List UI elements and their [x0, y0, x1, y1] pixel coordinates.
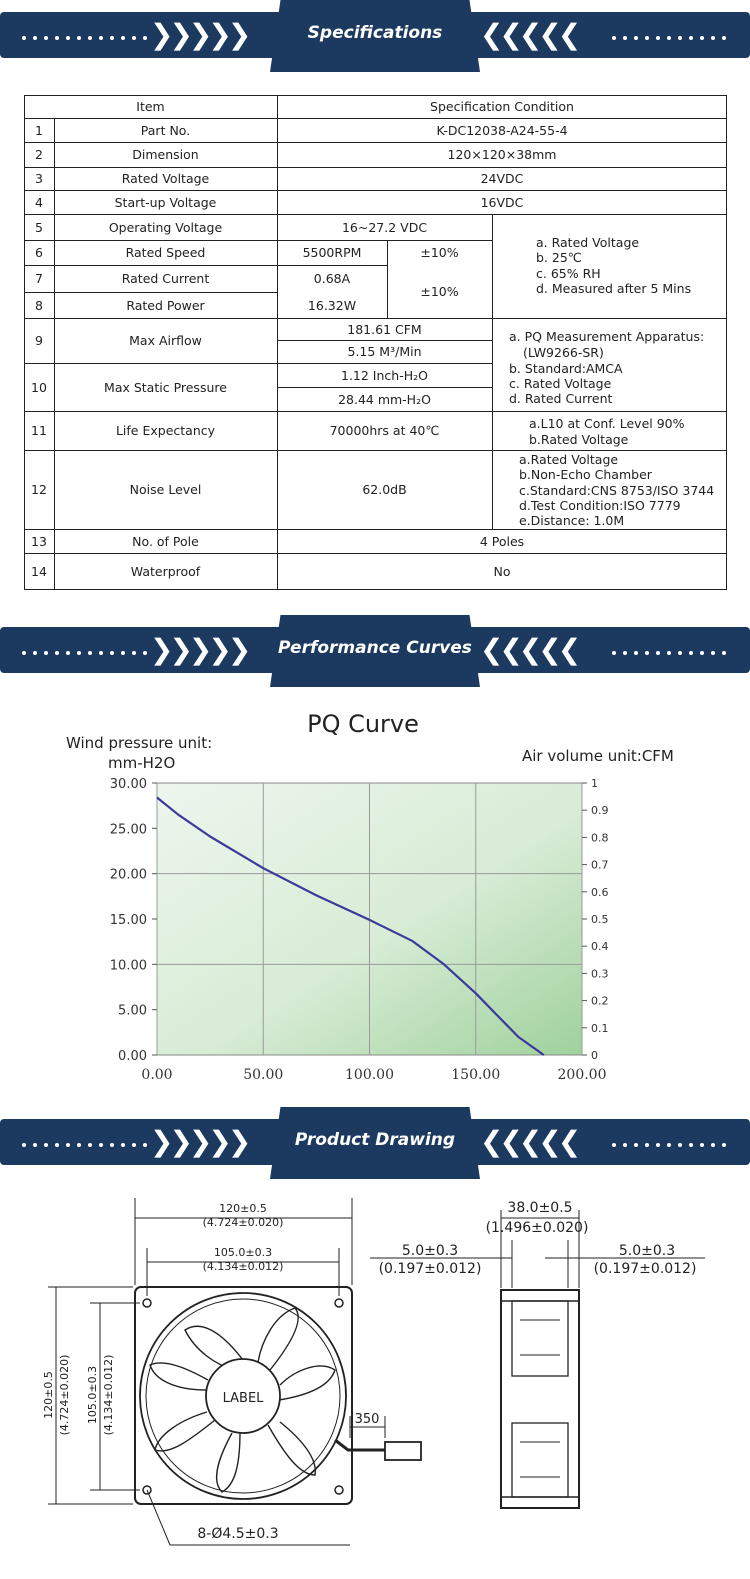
row-number: 7 — [35, 271, 43, 286]
mount-hole — [143, 1299, 151, 1307]
row-value: 120×120×38mm — [447, 147, 557, 162]
row-value: 16~27.2 VDC — [341, 219, 428, 235]
dim-hole-in: (4.134±0.012) — [202, 1260, 284, 1273]
y2-tick-label: 0.9 — [591, 804, 609, 818]
chevrons-right-icon: ❯❯❯❯❯ — [150, 633, 248, 666]
row-value: 70000hrs at 40℃ — [329, 423, 440, 438]
chart-title: PQ Curve — [307, 710, 419, 738]
row-number: 9 — [35, 333, 43, 348]
condition-text: c. 65% RH — [536, 265, 601, 281]
x-tick-label: 50.00 — [243, 1067, 284, 1083]
row-item: Rated Power — [126, 297, 205, 313]
chevrons-left-icon: ❮❮❮❮❮ — [480, 18, 578, 51]
row-value: 5500RPM — [302, 245, 362, 260]
dim-hole: 105.0±0.3 — [213, 1246, 273, 1259]
row-number: 14 — [31, 563, 47, 579]
product-drawing — [0, 1180, 750, 1579]
chevrons-left-icon: ❮❮❮❮❮ — [480, 1125, 578, 1158]
dim-flange-left: 5.0±0.3 — [401, 1243, 459, 1259]
dim-width: 120±0.5 — [219, 1202, 267, 1215]
section-title: Performance Curves — [278, 638, 472, 658]
hole-callout: 8-Ø4.5±0.3 — [197, 1526, 279, 1542]
row-value: 16.32W — [307, 297, 357, 313]
dim-width-in: (4.724±0.020) — [202, 1216, 284, 1229]
condition-text: b. Standard:AMCA — [509, 360, 623, 376]
banner-dots-left — [22, 1143, 147, 1147]
row-value: 4 Poles — [479, 533, 525, 549]
connector — [385, 1442, 421, 1460]
dim-flange-right: 5.0±0.3 — [618, 1243, 676, 1259]
dim-depth-in: (1.496±0.020) — [485, 1220, 589, 1236]
row-tolerance: ±10% — [420, 284, 459, 299]
y2-tick-label: 1 — [591, 777, 598, 790]
x-tick-label: 0.00 — [141, 1067, 173, 1083]
row-value: 16VDC — [480, 194, 524, 210]
dim-flange-left-in: (0.197±0.012) — [378, 1261, 482, 1277]
row-number: 13 — [31, 533, 47, 549]
row-value: No — [493, 563, 511, 579]
condition-text: d. Rated Current — [509, 390, 613, 406]
chevrons-right-icon: ❯❯❯❯❯ — [150, 18, 248, 51]
row-item: Rated Speed — [125, 245, 206, 260]
condition-text: b.Rated Voltage — [529, 431, 629, 447]
y-tick-label: 10.00 — [109, 958, 147, 974]
x-tick-label: 150.00 — [451, 1067, 501, 1083]
dim-height: 120±0.5 — [42, 1371, 55, 1419]
drawing-banner — [0, 1107, 750, 1179]
row-number: 10 — [31, 379, 47, 395]
row-value: K-DC12038-A24-55-4 — [436, 122, 568, 138]
header-item: Item — [136, 99, 165, 114]
y2-tick-label: 0.2 — [591, 994, 609, 1008]
y2-tick-label: 0.3 — [591, 967, 609, 981]
specifications-banner — [0, 0, 750, 72]
row-number: 3 — [35, 171, 43, 186]
x-axis-label: Air volume unit:CFM — [522, 747, 674, 765]
row-number: 5 — [35, 219, 43, 235]
condition-text: (LW9266-SR) — [523, 344, 604, 360]
condition-text: d. Measured after 5 Mins — [536, 280, 692, 296]
row-item: Dimension — [132, 147, 199, 162]
row-number: 2 — [35, 147, 43, 162]
banner-dots-right — [612, 1143, 726, 1147]
pq-plot — [0, 700, 750, 1100]
banner-dots-right — [612, 36, 726, 40]
condition-text: d.Test Condition:ISO 7779 — [519, 497, 681, 513]
row-value: 1.12 Inch-H₂O — [341, 367, 428, 383]
dim-height-in: (4.724±0.020) — [58, 1354, 71, 1436]
y2-tick-label: 0.5 — [591, 913, 609, 926]
y2-tick-label: 0.1 — [591, 1021, 609, 1035]
x-tick-label: 200.00 — [557, 1067, 607, 1083]
row-item: Operating Voltage — [108, 219, 223, 235]
y-tick-label: 0.00 — [118, 1049, 147, 1064]
row-number: 11 — [31, 423, 47, 438]
row-value-alt: 28.44 mm-H₂O — [338, 391, 431, 407]
y2-tick-label: 0.6 — [591, 885, 609, 899]
banner-dots-right — [612, 651, 726, 655]
hub-label: LABEL — [222, 1391, 264, 1406]
dim-depth: 38.0±0.5 — [507, 1200, 573, 1216]
condition-text: c.Standard:CNS 8753/ISO 3744 — [519, 482, 715, 498]
fan-side-view — [501, 1290, 579, 1508]
chevrons-left-icon: ❮❮❮❮❮ — [480, 633, 578, 666]
condition-text: a.Rated Voltage — [519, 451, 619, 467]
banner-dots-left — [22, 651, 147, 655]
header-condition: Specification Condition — [430, 99, 574, 114]
row-tolerance: ±10% — [420, 245, 459, 260]
y2-tick-label: 0.8 — [591, 831, 609, 845]
row-item: No. of Pole — [132, 533, 199, 549]
y-axis-label: Wind pressure unit: — [66, 734, 213, 752]
condition-text: b.Non-Echo Chamber — [519, 466, 652, 482]
row-item: Rated Voltage — [121, 171, 210, 186]
row-item: Noise Level — [129, 482, 202, 497]
mount-hole — [335, 1299, 343, 1307]
y-tick-label: 15.00 — [109, 913, 147, 928]
row-number: 4 — [35, 194, 43, 210]
section-title: Specifications — [307, 23, 443, 43]
condition-text: b. 25℃ — [536, 249, 582, 265]
y-tick-label: 5.00 — [118, 1003, 147, 1019]
row-item: Life Expectancy — [115, 423, 216, 438]
row-item: Max Static Pressure — [104, 379, 227, 395]
row-value: 181.61 CFM — [347, 321, 422, 337]
row-value: 62.0dB — [362, 482, 407, 497]
banner-dots-left — [22, 36, 147, 40]
row-number: 6 — [35, 245, 43, 260]
performance-banner — [0, 615, 750, 687]
condition-text: a. PQ Measurement Apparatus: — [509, 328, 705, 344]
y-axis-unit: mm-H2O — [108, 754, 176, 772]
pq-chart — [0, 700, 750, 1100]
y2-tick-label: 0.7 — [591, 858, 609, 872]
dim-vhole: 105.0±0.3 — [86, 1365, 99, 1425]
dim-flange-right-in: (0.197±0.012) — [593, 1261, 697, 1277]
row-item: Rated Current — [121, 271, 210, 286]
section-title: Product Drawing — [294, 1130, 456, 1150]
row-item: Part No. — [140, 122, 191, 138]
condition-text: c. Rated Voltage — [509, 375, 612, 391]
condition-text: a. Rated Voltage — [536, 234, 640, 250]
condition-text: a.L10 at Conf. Level 90% — [529, 415, 685, 431]
cable-length: 350 — [354, 1412, 380, 1427]
specification-table — [24, 95, 727, 590]
row-value: 24VDC — [480, 171, 524, 186]
row-value: 0.68A — [313, 271, 351, 286]
cable — [335, 1440, 390, 1450]
x-tick-label: 100.00 — [345, 1067, 394, 1083]
row-item: Max Airflow — [129, 333, 202, 348]
condition-text: e.Distance: 1.0M — [519, 512, 625, 528]
row-value-alt: 5.15 M³/Min — [347, 344, 422, 359]
y2-tick-label: 0.4 — [591, 940, 609, 954]
y-tick-label: 25.00 — [109, 822, 147, 838]
chevrons-right-icon: ❯❯❯❯❯ — [150, 1125, 248, 1158]
y2-tick-label: 0 — [591, 1049, 598, 1062]
dim-vhole-in: (4.134±0.012) — [102, 1354, 115, 1436]
row-number: 8 — [35, 297, 43, 313]
mount-hole — [335, 1486, 343, 1494]
y-tick-label: 20.00 — [109, 867, 147, 883]
row-number: 12 — [31, 482, 47, 497]
row-item: Waterproof — [130, 563, 201, 579]
y-tick-label: 30.00 — [109, 777, 147, 792]
row-number: 1 — [35, 122, 43, 138]
row-item: Start-up Voltage — [114, 194, 217, 210]
